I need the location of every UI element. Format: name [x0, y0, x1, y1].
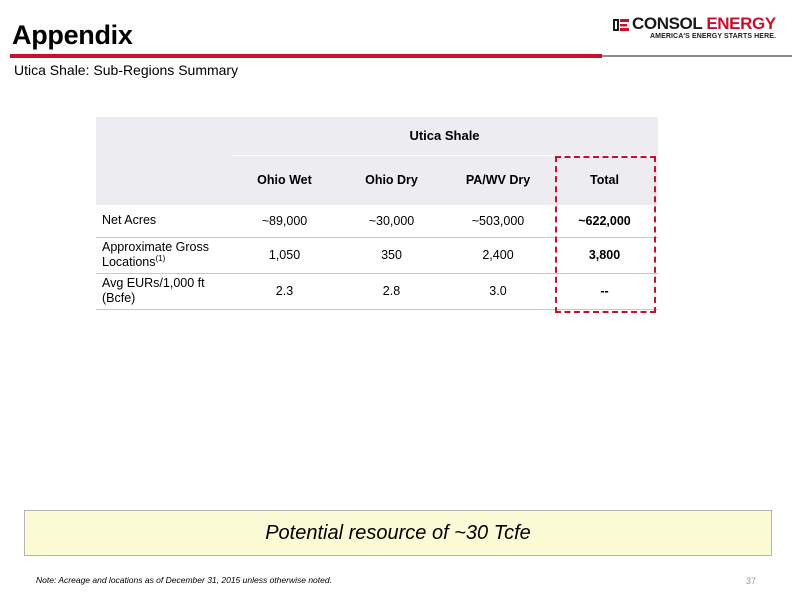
column-header-ohio-wet: Ohio Wet	[231, 155, 338, 205]
footnote-marker: (1)	[155, 253, 166, 263]
column-header-pa-wv-dry: PA/WV Dry	[445, 155, 551, 205]
footnote: Note: Acreage and locations as of December 31, 2015 unless otherwise noted.	[36, 575, 332, 585]
resource-callout: Potential resource of ~30 Tcfe	[24, 510, 772, 556]
cell-total: --	[551, 273, 658, 309]
row-label-gross-locations	[96, 237, 231, 273]
cell-value: 2.8	[338, 273, 445, 309]
cell-value: 1,050	[231, 237, 338, 273]
column-header-ohio-dry: Ohio Dry	[338, 155, 445, 205]
cell-value: 2,400	[445, 237, 551, 273]
title-divider-red	[10, 54, 602, 58]
column-header-total: Total	[551, 155, 658, 205]
consol-energy-logo-icon	[612, 16, 630, 34]
logo-wordmark	[632, 14, 776, 34]
total-column-highlight	[555, 156, 656, 313]
table-corner-cell	[96, 117, 231, 205]
logo-tagline: AMERICA'S ENERGY STARTS HERE.	[650, 33, 777, 40]
cell-value: 2.3	[231, 273, 338, 309]
cell-value: 350	[338, 237, 445, 273]
title-divider-gray	[602, 55, 792, 57]
cell-total: ~622,000	[551, 205, 658, 237]
cell-value: ~89,000	[231, 205, 338, 237]
cell-total: 3,800	[551, 237, 658, 273]
row-label-avg-eurs: Avg EURs/1,000 ft (Bcfe)	[96, 273, 231, 309]
cell-value: ~30,000	[338, 205, 445, 237]
cell-value: ~503,000	[445, 205, 551, 237]
slide-title: Appendix	[12, 20, 133, 50]
logo-name-part1: CONSOL	[632, 14, 703, 33]
row-label-text: Approximate Gross Locations	[102, 240, 209, 269]
cell-value: 3.0	[445, 273, 551, 309]
table-group-header: Utica Shale	[231, 117, 658, 155]
page-number: 37	[746, 576, 757, 586]
logo-name-part2: ENERGY	[706, 14, 776, 33]
row-label-net-acres: Net Acres	[96, 205, 231, 237]
consol-energy-logo	[612, 14, 792, 44]
slide-subtitle: Utica Shale: Sub-Regions Summary	[14, 62, 239, 78]
